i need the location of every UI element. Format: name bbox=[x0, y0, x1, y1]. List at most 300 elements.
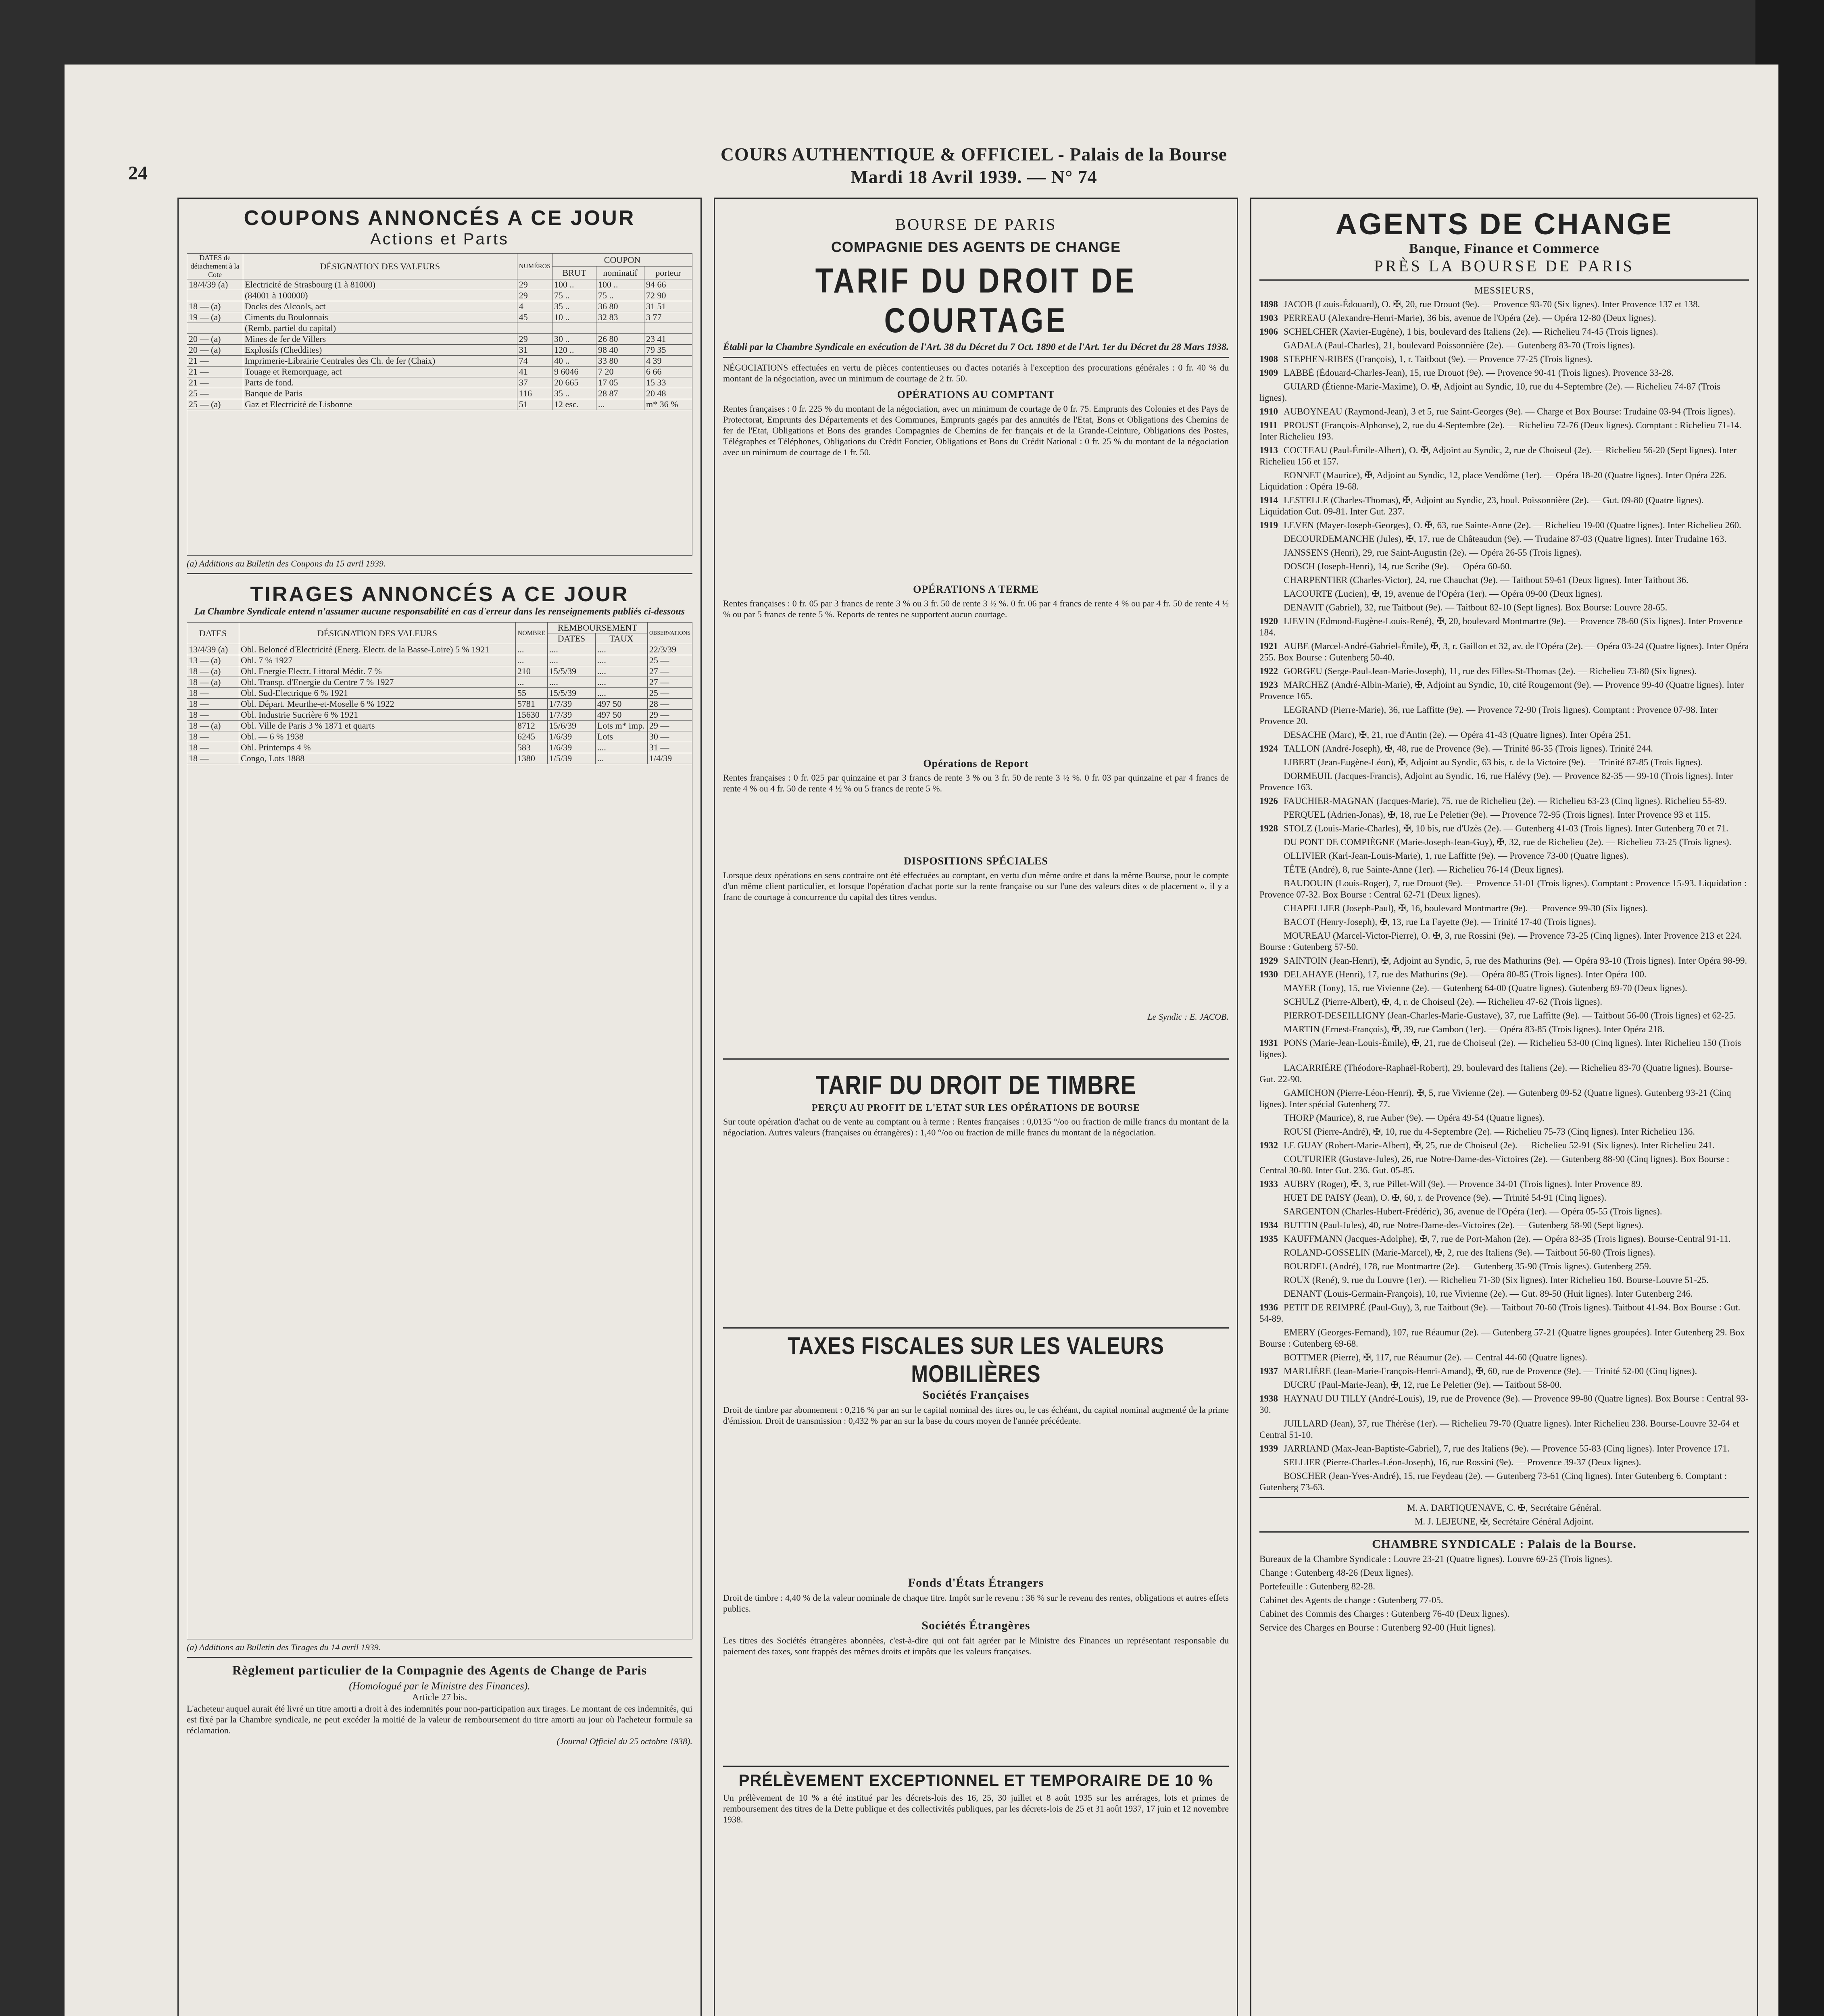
table-cell: 1/7/39 bbox=[547, 710, 595, 721]
table-cell: Touage et Remorquage, act bbox=[243, 367, 517, 377]
table-cell: 210 bbox=[515, 666, 547, 677]
table-cell: 15/5/39 bbox=[547, 666, 595, 677]
taxes-details bbox=[723, 1426, 1229, 1571]
agent-text: ROUSI (Pierre-André), ✠, 10, rue du 4-Septembre (2e). — Richelieu 75-73 (Cinq lignes). Inter Richelieu 136. bbox=[1284, 1127, 1695, 1137]
coupons-table-blank bbox=[187, 410, 692, 556]
agent-entry bbox=[1259, 312, 1749, 324]
agent-year: 1929 bbox=[1259, 956, 1278, 966]
table-cell: Congo, Lots 1888 bbox=[239, 753, 516, 764]
agent-text: HUET DE PAISY (Jean), O. ✠, 60, r. de Provence (9e). — Trinité 54-91 (Cinq lignes). bbox=[1284, 1193, 1607, 1203]
agent-entry bbox=[1259, 996, 1749, 1008]
bourse-title: BOURSE DE PARIS bbox=[895, 215, 1057, 233]
agent-text: EMERY (Georges-Fernand), 107, rue Réaumur (2e). — Gutenberg 57-21 (Quatre lignes groupées). Inter Gutenberg 29. Box Bourse : Gutenberg 69-68. bbox=[1259, 1327, 1745, 1349]
table-cell: .... bbox=[547, 644, 595, 655]
table-row bbox=[187, 731, 692, 742]
table-cell: 15630 bbox=[515, 710, 547, 721]
table-cell: .... bbox=[595, 688, 647, 699]
agent-text: THORP (Maurice), 8, rue Auber (9e). — Opéra 49-54 (Quatre lignes). bbox=[1284, 1113, 1545, 1123]
prelevement-title: PRÉLÈVEMENT EXCEPTIONNEL ET TEMPORAIRE DE 10 % bbox=[738, 1772, 1213, 1789]
table-cell: 31 — bbox=[647, 742, 692, 753]
table-cell: Mines de fer de Villers bbox=[243, 334, 517, 345]
agent-entry bbox=[1259, 1261, 1749, 1272]
table-cell: .... bbox=[595, 677, 647, 688]
agent-year: 1934 bbox=[1259, 1220, 1278, 1230]
table-row bbox=[187, 399, 692, 410]
agent-text: MAYER (Tony), 15, rue Vivienne (2e). — Gutenberg 64-00 (Quatre lignes). Gutenberg 69-70 (Deux lignes). bbox=[1284, 983, 1687, 993]
col-header-porteur: porteur bbox=[644, 267, 692, 279]
syndic-signature: Le Syndic : E. JACOB. bbox=[1147, 1012, 1229, 1022]
col-header-brut: BRUT bbox=[552, 267, 596, 279]
agent-year: 1938 bbox=[1259, 1393, 1278, 1404]
table-cell: 35 .. bbox=[552, 388, 596, 399]
agent-entry bbox=[1259, 1087, 1749, 1110]
table-cell: 28 — bbox=[647, 699, 692, 710]
table-cell: ... bbox=[515, 677, 547, 688]
chambre-line: Cabinet des Agents de change : Gutenberg 77-05. bbox=[1259, 1595, 1443, 1605]
table-cell: .... bbox=[595, 666, 647, 677]
timbre-text: Sur toute opération d'achat ou de vente au comptant ou à terme : Rentes françaises : 0,0135 °/oo ou fraction de mille francs du montant de la négociation. Autres valeurs (françaises ou étrangères) : 1,40 °/oo ou fraction de mille francs du montant de la négociation. bbox=[723, 1116, 1229, 1137]
agent-text: GAMICHON (Pierre-Léon-Henri), ✠, 5, rue Vivienne (2e). — Gutenberg 09-52 (Quatre lignes). Gutenberg 93-21 (Cinq lignes). Inter spécial Gutenberg 77. bbox=[1259, 1088, 1731, 1109]
dispositions-details bbox=[723, 902, 1229, 1011]
page-number: 24 bbox=[128, 162, 148, 184]
tirages-subtitle: La Chambre Syndicale entend n'assumer aucune responsabilité en cas d'erreur dans les renseignements publiés ci-dessous bbox=[194, 606, 685, 617]
agent-entry bbox=[1259, 930, 1749, 953]
agent-year: 1930 bbox=[1259, 969, 1278, 979]
header-line2: Mardi 18 Avril 1939. — N° 74 bbox=[851, 167, 1097, 187]
agent-entry bbox=[1259, 495, 1749, 517]
table-cell: 25 — (a) bbox=[187, 399, 243, 410]
table-cell: 32 83 bbox=[596, 312, 644, 323]
table-cell: Explosifs (Cheddites) bbox=[243, 345, 517, 356]
table-row bbox=[187, 367, 692, 377]
table-row bbox=[187, 377, 692, 388]
agent-text: SAINTOIN (Jean-Henri), ✠, Adjoint au Syndic, 5, rue des Mathurins (9e). — Opéra 93-10 (Trois lignes). Inter Opéra 98-99. bbox=[1284, 956, 1747, 966]
agent-text: SARGENTON (Charles-Hubert-Frédéric), 36, avenue de l'Opéra (1er). — Opéra 05-55 (Trois lignes). bbox=[1284, 1206, 1662, 1216]
agent-entry bbox=[1259, 850, 1749, 862]
table-cell: Obl. — 6 % 1938 bbox=[239, 731, 516, 742]
agent-text: JANSSENS (Henri), 29, rue Saint-Augustin (2e). — Opéra 26-55 (Trois lignes). bbox=[1284, 548, 1582, 558]
table-cell: 100 .. bbox=[596, 279, 644, 290]
agent-text: HAYNAU DU TILLY (André-Louis), 19, rue de Provence (9e). — Provence 99-80 (Quatre lignes). Box Bourse : Central 93-30. bbox=[1259, 1393, 1749, 1415]
secretary-general-adjoint: M. J. LEJEUNE, ✠, Secrétaire Général Adjoint. bbox=[1414, 1516, 1594, 1527]
agent-text: MARTIN (Ernest-François), ✠, 39, rue Cambon (1er). — Opéra 83-85 (Trois lignes). Inter Opéra 218. bbox=[1284, 1024, 1665, 1034]
tirages-table-continued bbox=[187, 764, 692, 1639]
agent-entry bbox=[1259, 445, 1749, 467]
table-cell: Obl. Printemps 4 % bbox=[239, 742, 516, 753]
table-cell: 18 — bbox=[187, 699, 239, 710]
report-text: Rentes françaises : 0 fr. 025 par quinzaine et par 3 francs de rente 3 % ou 3 fr. 50 de rente 3 ½ %. 0 fr. 03 par quinzaine et par 4 francs de rente 4 % ou 4 fr. 50 de rente 4 ½ % ou 5 francs de rente 5 %. bbox=[723, 773, 1229, 793]
divider bbox=[187, 573, 692, 574]
agent-text: DELAHAYE (Henri), 17, rue des Mathurins (9e). — Opéra 80-85 (Trois lignes). Inter Opéra 100. bbox=[1284, 969, 1647, 979]
col-header-nombre: NOMBRE bbox=[515, 623, 547, 644]
table-cell: 8712 bbox=[515, 721, 547, 731]
report-heading: Opérations de Report bbox=[923, 758, 1029, 769]
table-row bbox=[187, 323, 692, 334]
table-cell: 497 50 bbox=[595, 710, 647, 721]
agent-text: OLLIVIER (Karl-Jean-Louis-Marie), 1, rue Laffitte (9e). — Provence 73-00 (Quatre lignes). bbox=[1284, 851, 1629, 861]
table-cell: 15/6/39 bbox=[547, 721, 595, 731]
agent-text: LIBERT (Jean-Eugène-Léon), ✠, Adjoint au Syndic, 63 bis, r. de la Victoire (9e). — Trinité 87-85 (Trois lignes). bbox=[1284, 757, 1703, 767]
table-row bbox=[187, 312, 692, 323]
agent-text: AUBOYNEAU (Raymond-Jean), 3 et 5, rue Saint-Georges (9e). — Charge et Box Bourse: Trudaine 03-94 (Trois lignes). bbox=[1284, 406, 1736, 417]
etrangeres-details bbox=[723, 1657, 1229, 1762]
table-cell: 1/7/39 bbox=[547, 699, 595, 710]
table-cell bbox=[644, 323, 692, 334]
table-cell: 36 80 bbox=[596, 301, 644, 312]
table-cell: 27 — bbox=[647, 666, 692, 677]
table-cell: 18 — (a) bbox=[187, 301, 243, 312]
table-cell: ... bbox=[515, 655, 547, 666]
table-cell bbox=[517, 323, 552, 334]
chambre-line: Change : Gutenberg 48-26 (Deux lignes). bbox=[1259, 1568, 1413, 1578]
agent-year: 1937 bbox=[1259, 1366, 1278, 1376]
table-cell: 116 bbox=[517, 388, 552, 399]
table-cell: 1/4/39 bbox=[647, 753, 692, 764]
agent-entry bbox=[1259, 809, 1749, 821]
prelevement-text: Un prélèvement de 10 % a été institué par les décrets-lois des 16, 25, 30 juillet et 8 août 1935 sur les arrérages, lots et primes de remboursement des titres de la Dette publique et des collectivités publiques, par les décrets-lois de 25 et 31 août 1937, 17 juin et 12 novembre 1938. bbox=[723, 1793, 1229, 1824]
col-header-designation: DÉSIGNATION DES VALEURS bbox=[243, 254, 517, 279]
table-cell: 45 bbox=[517, 312, 552, 323]
table-cell: 25 — bbox=[187, 388, 243, 399]
table-row bbox=[187, 388, 692, 399]
agent-year: 1913 bbox=[1259, 445, 1278, 455]
table-cell: .... bbox=[547, 677, 595, 688]
timbre-details bbox=[723, 1138, 1229, 1323]
table-cell: 74 bbox=[517, 356, 552, 367]
table-cell: ... bbox=[595, 753, 647, 764]
table-cell: 583 bbox=[515, 742, 547, 753]
left-column bbox=[177, 198, 702, 2016]
col-header-remboursement: REMBOURSEMENT bbox=[547, 623, 647, 633]
table-cell: 40 .. bbox=[552, 356, 596, 367]
table-cell: ... bbox=[515, 644, 547, 655]
agent-entry bbox=[1259, 1275, 1749, 1286]
divider bbox=[1259, 279, 1749, 281]
tirages-note: (a) Additions au Bulletin des Tirages du 14 avril 1939. bbox=[187, 1642, 381, 1652]
agent-entry bbox=[1259, 796, 1749, 807]
agent-entry bbox=[1259, 1418, 1749, 1441]
table-cell: 27 — bbox=[647, 677, 692, 688]
table-cell: 120 .. bbox=[552, 345, 596, 356]
table-cell: .... bbox=[595, 742, 647, 753]
agent-entry bbox=[1259, 983, 1749, 994]
agent-entry bbox=[1259, 1206, 1749, 1217]
agent-entry bbox=[1259, 1393, 1749, 1416]
table-cell: 18 — bbox=[187, 688, 239, 699]
middle-column bbox=[714, 198, 1238, 2016]
agent-year: 1920 bbox=[1259, 616, 1278, 626]
comptant-text: Rentes françaises : 0 fr. 225 % du montant de la négociation, avec un minimum de courtage de 0 fr. 75. Emprunts des Colonies et des Pays de Protectorat, Emprunts des Départements et des Communes, Emprunts gagés par des annuités de l'Etat, Bons et Obligations des Chemins de fer de l'Etat, Obligations et Bons des grandes Compagnies de Chemins de fer français et de la Grande-Ceinture, Obligations des Postes, Télégraphes et Téléphones, Obligations du Crédit Foncier, Obligations et Bons du Crédit National : 0 fr. 25 % du montant de la négociation avec un minimum de courtage de 1 fr. 50. bbox=[723, 404, 1229, 457]
tirages-title: TIRAGES ANNONCÉS A CE JOUR bbox=[250, 583, 629, 606]
agent-year: 1911 bbox=[1259, 420, 1278, 430]
comptant-details bbox=[723, 458, 1229, 579]
table-row bbox=[187, 279, 692, 290]
agent-text: DENANT (Louis-Germain-François), 10, rue Vivienne (2e). — Gut. 89-50 (Huit lignes). Inter Gutenberg 246. bbox=[1284, 1289, 1693, 1299]
reglement-text: L'acheteur auquel aurait été livré un titre amorti a droit à des indemnités pour non-participation aux tirages. Le montant de ces indemnités, qui est fixé par la Chambre syndicale, ne peut excéder la moitié de la valeur de remboursement du titre amorti au jour où l'acheteur formule sa réclamation. bbox=[187, 1704, 692, 1735]
table-row bbox=[187, 655, 692, 666]
agent-entry bbox=[1259, 1470, 1749, 1493]
agent-text: FAUCHIER-MAGNAN (Jacques-Marie), 75, rue de Richelieu (2e). — Richelieu 63-23 (Cinq lignes). Richelieu 55-89. bbox=[1284, 796, 1727, 806]
table-cell: 13/4/39 (a) bbox=[187, 644, 239, 655]
table-cell: 21 — bbox=[187, 367, 243, 377]
table-cell: 29 — bbox=[647, 721, 692, 731]
agent-text: DU PONT DE COMPIÈGNE (Marie-Joseph-Jean-Guy), ✠, 32, rue de Richelieu (2e). — Richelieu 73-25 (Trois lignes). bbox=[1284, 837, 1732, 847]
agent-text: LESTELLE (Charles-Thomas), ✠, Adjoint au Syndic, 23, boul. Poissonnière (2e). — Gut. 09-80 (Quatre lignes). Liquidation Gut. 09-81. Inter Gut. 237. bbox=[1259, 495, 1704, 516]
comptant-heading: OPÉRATIONS AU COMPTANT bbox=[897, 389, 1055, 400]
taxes-text: Droit de timbre par abonnement : 0,216 % par an sur le capital nominal des titres ou, le cas échéant, du capital nominal augmenté de la prime d'émission. Droit de transmission : 0,432 % par an sur la base du cours moyen de l'année précédente. bbox=[723, 1405, 1229, 1426]
table-row bbox=[187, 699, 692, 710]
divider bbox=[1259, 1497, 1749, 1498]
table-cell: 51 bbox=[517, 399, 552, 410]
table-cell: 25 — bbox=[647, 655, 692, 666]
table-cell: Obl. Ville de Paris 3 % 1871 et quarts bbox=[239, 721, 516, 731]
agent-text: BUTTIN (Paul-Jules), 40, rue Notre-Dame-des-Victoires (2e). — Gutenberg 58-90 (Sept lignes). bbox=[1284, 1220, 1644, 1230]
agent-text: AUBE (Marcel-André-Gabriel-Émile), ✠, 3, r. Gaillon et 32, av. de l'Opéra (2e). — Opéra 03-24 (Quatre lignes). Inter Opéra 255. Box Bourse : Gutenberg 50-40. bbox=[1259, 641, 1749, 662]
tarif-courtage-title: TARIF DU DROIT DE COURTAGE bbox=[815, 261, 1137, 340]
coupons-note: (a) Additions au Bulletin des Coupons du 15 avril 1939. bbox=[187, 558, 386, 569]
agent-text: PERQUEL (Adrien-Jonas), ✠, 18, rue Le Peletier (9e). — Provence 72-95 (Trois lignes). Inter Provence 93 et 115. bbox=[1284, 810, 1711, 820]
agent-entry bbox=[1259, 1220, 1749, 1231]
table-cell: .... bbox=[595, 655, 647, 666]
agent-text: DECOURDEMANCHE (Jules), ✠, 17, rue de Châteaudun (9e). — Trudaine 87-03 (Quatre lignes). Inter Trudaine 163. bbox=[1284, 534, 1727, 544]
agent-entry bbox=[1259, 878, 1749, 900]
societes-francaises-heading: Sociétés Françaises bbox=[922, 1388, 1030, 1402]
agent-entry bbox=[1259, 1457, 1749, 1468]
agent-entry bbox=[1259, 381, 1749, 404]
agent-text: LEVEN (Mayer-Joseph-Georges), O. ✠, 63, rue Sainte-Anne (2e). — Richelieu 19-00 (Quatre lignes). Inter Richelieu 260. bbox=[1284, 520, 1741, 530]
table-cell: 29 — bbox=[647, 710, 692, 721]
col-header-dates: DATES de détachement à la Cote bbox=[187, 254, 243, 279]
col-header-nominatif: nominatif bbox=[596, 267, 644, 279]
divider bbox=[723, 357, 1229, 358]
table-cell: 15/5/39 bbox=[547, 688, 595, 699]
coupons-title: COUPONS ANNONCÉS A CE JOUR bbox=[244, 206, 636, 230]
agent-text: TALLON (André-Joseph), ✠, 48, rue de Provence (9e). — Trinité 86-35 (Trois lignes). Trinité 244. bbox=[1284, 744, 1653, 754]
agent-year: 1936 bbox=[1259, 1302, 1278, 1312]
col-header-observations: OBSERVATIONS bbox=[647, 623, 692, 644]
agents-subtitle2: PRÈS LA BOURSE DE PARIS bbox=[1374, 257, 1634, 275]
table-cell bbox=[187, 323, 243, 334]
table-row bbox=[187, 290, 692, 301]
table-cell: ... bbox=[596, 399, 644, 410]
table-cell: 1/5/39 bbox=[547, 753, 595, 764]
agent-entry bbox=[1259, 575, 1749, 586]
coupons-rows bbox=[187, 279, 692, 410]
agent-entry bbox=[1259, 704, 1749, 727]
agent-entry bbox=[1259, 1010, 1749, 1021]
table-cell: 18 — (a) bbox=[187, 677, 239, 688]
chambre-line: Portefeuille : Gutenberg 82-28. bbox=[1259, 1581, 1376, 1591]
table-cell: 75 .. bbox=[596, 290, 644, 301]
table-cell: 22/3/39 bbox=[647, 644, 692, 655]
table-cell: 10 .. bbox=[552, 312, 596, 323]
societes-etrangeres-heading: Sociétés Étrangères bbox=[921, 1619, 1030, 1632]
agent-entry bbox=[1259, 1288, 1749, 1300]
secretary-general: M. A. DARTIQUENAVE, C. ✠, Secrétaire Général. bbox=[1407, 1503, 1601, 1513]
agent-year: 1935 bbox=[1259, 1234, 1278, 1244]
header-line1: COURS AUTHENTIQUE & OFFICIEL - Palais de la Bourse bbox=[720, 144, 1228, 165]
agent-text: CHAPELLIER (Joseph-Paul), ✠, 16, boulevard Montmartre (9e). — Provence 99-30 (Six lignes). bbox=[1284, 903, 1648, 913]
agent-entry bbox=[1259, 729, 1749, 741]
agent-entry bbox=[1259, 340, 1749, 351]
agent-entry bbox=[1259, 955, 1749, 966]
table-cell: 1380 bbox=[515, 753, 547, 764]
table-cell: 31 bbox=[517, 345, 552, 356]
agent-text: AUBRY (Roger), ✠, 3, rue Pillet-Will (9e). — Provence 34-01 (Trois lignes). Inter Provence 89. bbox=[1284, 1179, 1643, 1189]
agent-entry bbox=[1259, 1366, 1749, 1377]
agent-entry bbox=[1259, 1233, 1749, 1245]
table-cell: Obl. Energie Electr. Littoral Médit. 7 % bbox=[239, 666, 516, 677]
agent-entry bbox=[1259, 1327, 1749, 1350]
agent-year: 1928 bbox=[1259, 823, 1278, 833]
agent-year: 1921 bbox=[1259, 641, 1278, 651]
agent-entry bbox=[1259, 1379, 1749, 1391]
table-cell: 18 — bbox=[187, 731, 239, 742]
dispositions-heading: DISPOSITIONS SPÉCIALES bbox=[904, 855, 1048, 867]
table-cell: Obl. Beloncé d'Electricité (Energ. Electr. de la Basse-Loire) 5 % 1921 bbox=[239, 644, 516, 655]
col-header-coupon: COUPON bbox=[552, 254, 692, 267]
agent-text: COUTURIER (Gustave-Jules), 26, rue Notre-Dame-des-Victoires (2e). — Gutenberg 88-90 (Cinq lignes). Box Bourse : Central 30-80. Inter Gut. 236. Gut. 05-85. bbox=[1259, 1154, 1730, 1175]
agent-text: DENAVIT (Gabriel), 32, rue Taitbout (9e). — Taitbout 82-10 (Sept lignes). Box Bourse: Louvre 28-65. bbox=[1284, 602, 1668, 612]
table-cell: 41 bbox=[517, 367, 552, 377]
terme-heading: OPÉRATIONS A TERME bbox=[913, 583, 1039, 595]
agent-entry bbox=[1259, 561, 1749, 572]
agent-text: DESACHE (Marc), ✠, 21, rue d'Antin (2e). — Opéra 41-43 (Quatre lignes). Inter Opéra 251. bbox=[1284, 730, 1631, 740]
agent-entry bbox=[1259, 1062, 1749, 1085]
chambre-title: CHAMBRE SYNDICALE : Palais de la Bourse. bbox=[1372, 1537, 1636, 1551]
table-cell: 29 bbox=[517, 290, 552, 301]
agent-text: LEGRAND (Pierre-Marie), 36, rue Laffitte (9e). — Provence 72-90 (Trois lignes). Comptant : Provence 07-98. Inter Provence 20. bbox=[1259, 705, 1718, 726]
agent-entry bbox=[1259, 1179, 1749, 1190]
table-row bbox=[187, 710, 692, 721]
table-cell: 79 35 bbox=[644, 345, 692, 356]
agent-year: 1914 bbox=[1259, 495, 1278, 505]
table-row bbox=[187, 301, 692, 312]
agent-text: LIEVIN (Edmond-Eugène-Louis-René), ✠, 20, boulevard Montmartre (9e). — Provence 78-60 (Six lignes). Inter Provence 184. bbox=[1259, 616, 1743, 637]
terme-details bbox=[723, 620, 1229, 753]
agent-entry bbox=[1259, 864, 1749, 875]
table-cell: 25 — bbox=[647, 688, 692, 699]
table-cell: 20 — (a) bbox=[187, 334, 243, 345]
agent-year: 1910 bbox=[1259, 406, 1278, 417]
tirages-rows bbox=[187, 644, 692, 764]
agent-text: MARLIÈRE (Jean-Marie-François-Henri-Amand), ✠, 60, rue de Provence (9e). — Trinité 52-00 (Cinq lignes). bbox=[1284, 1366, 1697, 1376]
agent-entry bbox=[1259, 470, 1749, 492]
agent-text: SELLIER (Pierre-Charles-Léon-Joseph), 16, rue Rossini (9e). — Provence 39-37 (Deux lignes). bbox=[1284, 1457, 1641, 1467]
agent-text: DORMEUIL (Jacques-Francis), Adjoint au Syndic, 16, rue Halévy (9e). — Provence 82-35 — 99-10 (Trois lignes). Inter Provence 163. bbox=[1259, 771, 1733, 792]
agent-text: SCHULZ (Pierre-Albert), ✠, 4, r. de Choiseul (2e). — Richelieu 47-62 (Trois lignes). bbox=[1284, 997, 1603, 1007]
agent-text: LACOURTE (Lucien), ✠, 19, avenue de l'Opéra (1er). — Opéra 09-00 (Deux lignes). bbox=[1284, 589, 1603, 599]
agent-entry bbox=[1259, 1024, 1749, 1035]
table-cell: Parts de fond. bbox=[243, 377, 517, 388]
divider bbox=[1259, 1531, 1749, 1533]
agent-text: MARCHEZ (André-Albin-Marie), ✠, Adjoint au Syndic, 10, cité Rougemont (9e). — Provence 99-40 (Quatre lignes). Inter Provence 165. bbox=[1259, 680, 1744, 701]
coupons-subtitle: Actions et Parts bbox=[370, 230, 509, 248]
agent-entry bbox=[1259, 420, 1749, 442]
table-cell: 55 bbox=[515, 688, 547, 699]
agent-text: ROUX (René), 9, rue du Louvre (1er). — Richelieu 71-30 (Six lignes). Inter Richelieu 160. Bourse-Louvre 51-25. bbox=[1284, 1275, 1709, 1285]
agent-entry bbox=[1259, 1037, 1749, 1060]
table-cell: 7 20 bbox=[596, 367, 644, 377]
agent-text: JARRIAND (Max-Jean-Baptiste-Gabriel), 7, rue des Italiens (9e). — Provence 55-83 (Cinq lignes). Inter Provence 171. bbox=[1284, 1443, 1730, 1454]
agent-year: 1931 bbox=[1259, 1038, 1278, 1048]
agent-entry bbox=[1259, 743, 1749, 754]
page-header bbox=[686, 143, 1262, 188]
agents-subtitle: Banque, Finance et Commerce bbox=[1409, 241, 1600, 256]
agent-text: ROLAND-GOSSELIN (Marie-Marcel), ✠, 2, rue des Italiens (9e). — Taitbout 56-80 (Trois lignes). bbox=[1284, 1248, 1655, 1258]
agent-entry bbox=[1259, 837, 1749, 848]
agent-year: 1923 bbox=[1259, 680, 1278, 690]
agent-text: PERREAU (Alexandre-Henri-Marie), 36 bis, avenue de l'Opéra (2e). — Opéra 12-80 (Deux lignes). bbox=[1284, 313, 1656, 323]
table-cell bbox=[596, 323, 644, 334]
agent-year: 1933 bbox=[1259, 1179, 1278, 1189]
agent-text: JACOB (Louis-Édouard), O. ✠, 20, rue Drouot (9e). — Provence 93-70 (Six lignes). Inter Provence 137 et 138. bbox=[1284, 299, 1700, 309]
table-cell: 29 bbox=[517, 279, 552, 290]
agent-entry bbox=[1259, 1112, 1749, 1124]
agent-text: PONS (Marie-Jean-Louis-Émile), ✠, 21, rue de Choiseul (2e). — Richelieu 53-00 (Cinq lignes). Inter Richelieu 150 (Trois lignes). bbox=[1259, 1038, 1741, 1059]
agent-entry bbox=[1259, 533, 1749, 545]
table-row bbox=[187, 721, 692, 731]
table-cell: 12 esc. bbox=[552, 399, 596, 410]
table-row bbox=[187, 753, 692, 764]
table-cell: 6 66 bbox=[644, 367, 692, 377]
agent-text: BAUDOUIN (Louis-Roger), 7, rue Drouot (9e). — Provence 51-01 (Trois lignes). Comptant : Provence 15-93. Liquidation : Provence 07-32. Box Bourse : Central 62-71 (Deux lignes). bbox=[1259, 878, 1747, 900]
agent-text: BACOT (Henry-Joseph), ✠, 13, rue La Fayette (9e). — Trinité 17-40 (Trois lignes). bbox=[1284, 917, 1596, 927]
agent-entry bbox=[1259, 757, 1749, 768]
agent-text: EONNET (Maurice), ✠, Adjoint au Syndic, 12, place Vendôme (1er). — Opéra 18-20 (Quatre lignes). Inter Opéra 226. Liquidation : Opéra 19-68. bbox=[1259, 470, 1726, 492]
table-cell: 98 40 bbox=[596, 345, 644, 356]
agents-list bbox=[1259, 299, 1749, 1493]
table-row bbox=[187, 345, 692, 356]
table-cell: Obl. Départ. Meurthe-et-Moselle 6 % 1922 bbox=[239, 699, 516, 710]
table-row bbox=[187, 688, 692, 699]
agent-year: 1906 bbox=[1259, 327, 1278, 337]
agent-text: MOUREAU (Marcel-Victor-Pierre), O. ✠, 3, rue Rossini (9e). — Provence 73-25 (Cinq lignes). Inter Provence 213 et 224. Bourse : Gutenberg 57-50. bbox=[1259, 931, 1742, 952]
table-cell: 4 39 bbox=[644, 356, 692, 367]
agent-text: LACARRIÈRE (Théodore-Raphaël-Robert), 29, boulevard des Italiens (2e). — Richelieu 83-70 (Quatre lignes). Bourse-Gut. 22-90. bbox=[1259, 1063, 1733, 1084]
chambre-line: Bureaux de la Chambre Syndicale : Louvre 23-21 (Quatre lignes). Louvre 69-25 (Trois lignes). bbox=[1259, 1554, 1612, 1564]
table-cell: (84001 à 100000) bbox=[243, 290, 517, 301]
table-cell: 3 77 bbox=[644, 312, 692, 323]
table-row bbox=[187, 742, 692, 753]
agent-entry bbox=[1259, 1352, 1749, 1363]
table-cell: Obl. Sud-Electrique 6 % 1921 bbox=[239, 688, 516, 699]
table-cell: 100 .. bbox=[552, 279, 596, 290]
table-cell: 35 .. bbox=[552, 301, 596, 312]
table-cell: 19 — (a) bbox=[187, 312, 243, 323]
table-cell: 21 — bbox=[187, 356, 243, 367]
table-cell: Docks des Alcools, act bbox=[243, 301, 517, 312]
table-cell: 31 51 bbox=[644, 301, 692, 312]
table-cell: 18 — bbox=[187, 742, 239, 753]
divider bbox=[723, 1327, 1229, 1329]
table-cell: 23 41 bbox=[644, 334, 692, 345]
agent-entry bbox=[1259, 616, 1749, 638]
agent-entry bbox=[1259, 1126, 1749, 1137]
right-column bbox=[1250, 198, 1758, 2016]
reglement-subtitle: (Homologué par le Ministre des Finances). bbox=[349, 1680, 530, 1692]
table-cell: 28 87 bbox=[596, 388, 644, 399]
chambre-lines bbox=[1259, 1554, 1749, 1633]
report-details bbox=[723, 794, 1229, 850]
agent-text: BOTTMER (Pierre), ✠, 117, rue Réaumur (2e). — Central 44-60 (Quatre lignes). bbox=[1284, 1352, 1587, 1362]
agent-entry bbox=[1259, 916, 1749, 928]
divider bbox=[723, 1766, 1229, 1767]
table-cell: m* 36 % bbox=[644, 399, 692, 410]
agent-entry bbox=[1259, 299, 1749, 310]
col-header-dates: DATES bbox=[187, 623, 239, 644]
table-cell: 29 bbox=[517, 334, 552, 345]
